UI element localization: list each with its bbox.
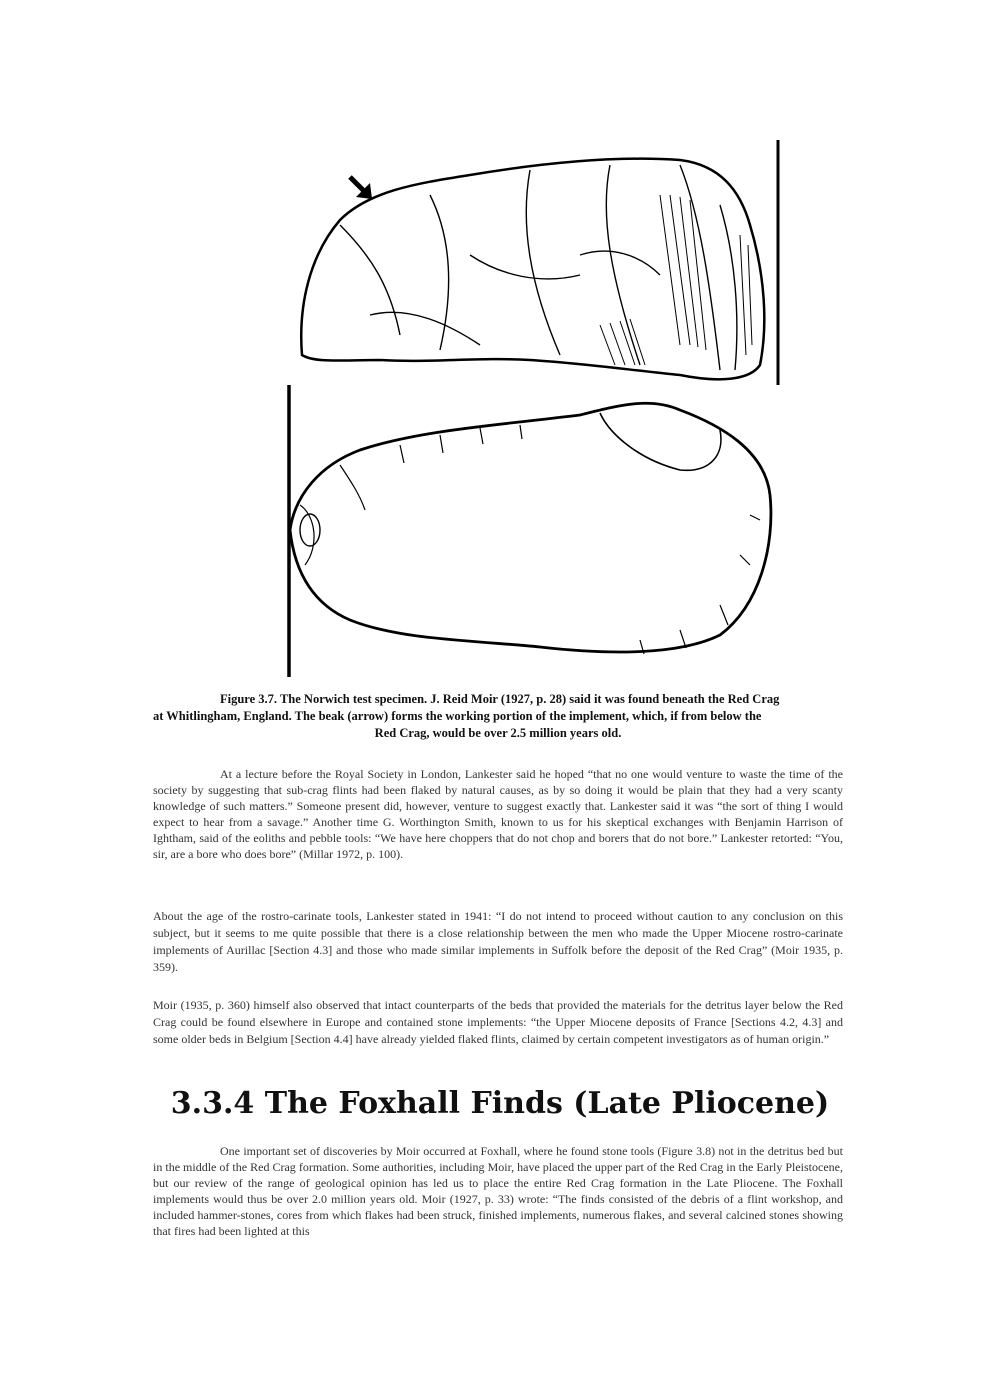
flint-outline-lower: [290, 403, 771, 652]
body-paragraph: Moir (1935, p. 360) himself also observed that intact counterparts of the beds that provided the materials for the detritus layer below the Red Crag could be found elsewhere in Europe and contained stone implements: “the Upper Miocene deposits of France [Sections 4.2, 4.3] and some older beds in Belgium [Section 4.4] have already yielded flaked flints, claimed by certain competent investigators as of human origin.”: [153, 998, 843, 1046]
caption-line: Red Crag, would be over 2.5 million years old.: [374, 726, 622, 740]
arrow-down-right-icon: [350, 177, 372, 199]
caption-line: at Whitlingham, England. The beak (arrow) forms the working portion of the implement, which, if from below the: [153, 709, 762, 723]
body-paragraph: About the age of the rostro-carinate tools, Lankester stated in 1941: “I do not intend to proceed without caution to any conclusion on this subject, but it seems to me quite possible that there is a close relationship between the men who made the Upper Miocene rostro-carinate implements of Aurillac [Section 4.3] and those who made similar implements in Suffolk before the deposit of the Red Crag” (Moir 1935, p. 359).: [153, 909, 843, 974]
figure-caption: [153, 691, 843, 742]
caption-line: Figure 3.7. The Norwich test specimen. J. Reid Moir (1927, p. 28) said it was found beneath the Red Crag: [220, 692, 780, 706]
figure-norwich-specimen: [280, 135, 790, 680]
body-paragraph: One important set of discoveries by Moir occurred at Foxhall, where he found stone tools (Figure 3.8) not in the detritus bed but in the middle of the Red Crag formation. Some authorities, including Moir, have placed the upper part of the Red Crag in the Early Pleistocene, but our review of the range of geological opinion has led us to place the entire Red Crag formation in the Late Pliocene. The Foxhall implements would thus be over 2.0 million years old. Moir (1927, p. 33) wrote: “The finds consisted of the debris of a flint workshop, and included hammer-stones, cores from which flakes had been struck, finished implements, numerous flakes, and several calcined stones showing that fires had been lighted at this: [153, 1144, 843, 1238]
body-paragraph: At a lecture before the Royal Society in London, Lankester said he hoped “that no one would venture to waste the time of the society by suggesting that sub-crag flints had been flaked by natural causes, as by so doing it would be plain that they had a very scanty knowledge of such matters.” Someone present did, however, venture to suggest exactly that. Lankester said it was “the sort of thing I would expect to hear from a savage.” Another time G. Worthington Smith, known to us for his skeptical exchanges with Benjamin Harrison of Ightham, said of the eoliths and pebble tools: “We have here choppers that do not chop and borers that do not bore.” Lankester retorted: “You, sir, are a bore who does bore” (Millar 1972, p. 100).: [153, 767, 843, 861]
flint-drawing: [280, 135, 790, 680]
section-heading: 3.3.4 The Foxhall Finds (Late Pliocene): [170, 1086, 830, 1121]
